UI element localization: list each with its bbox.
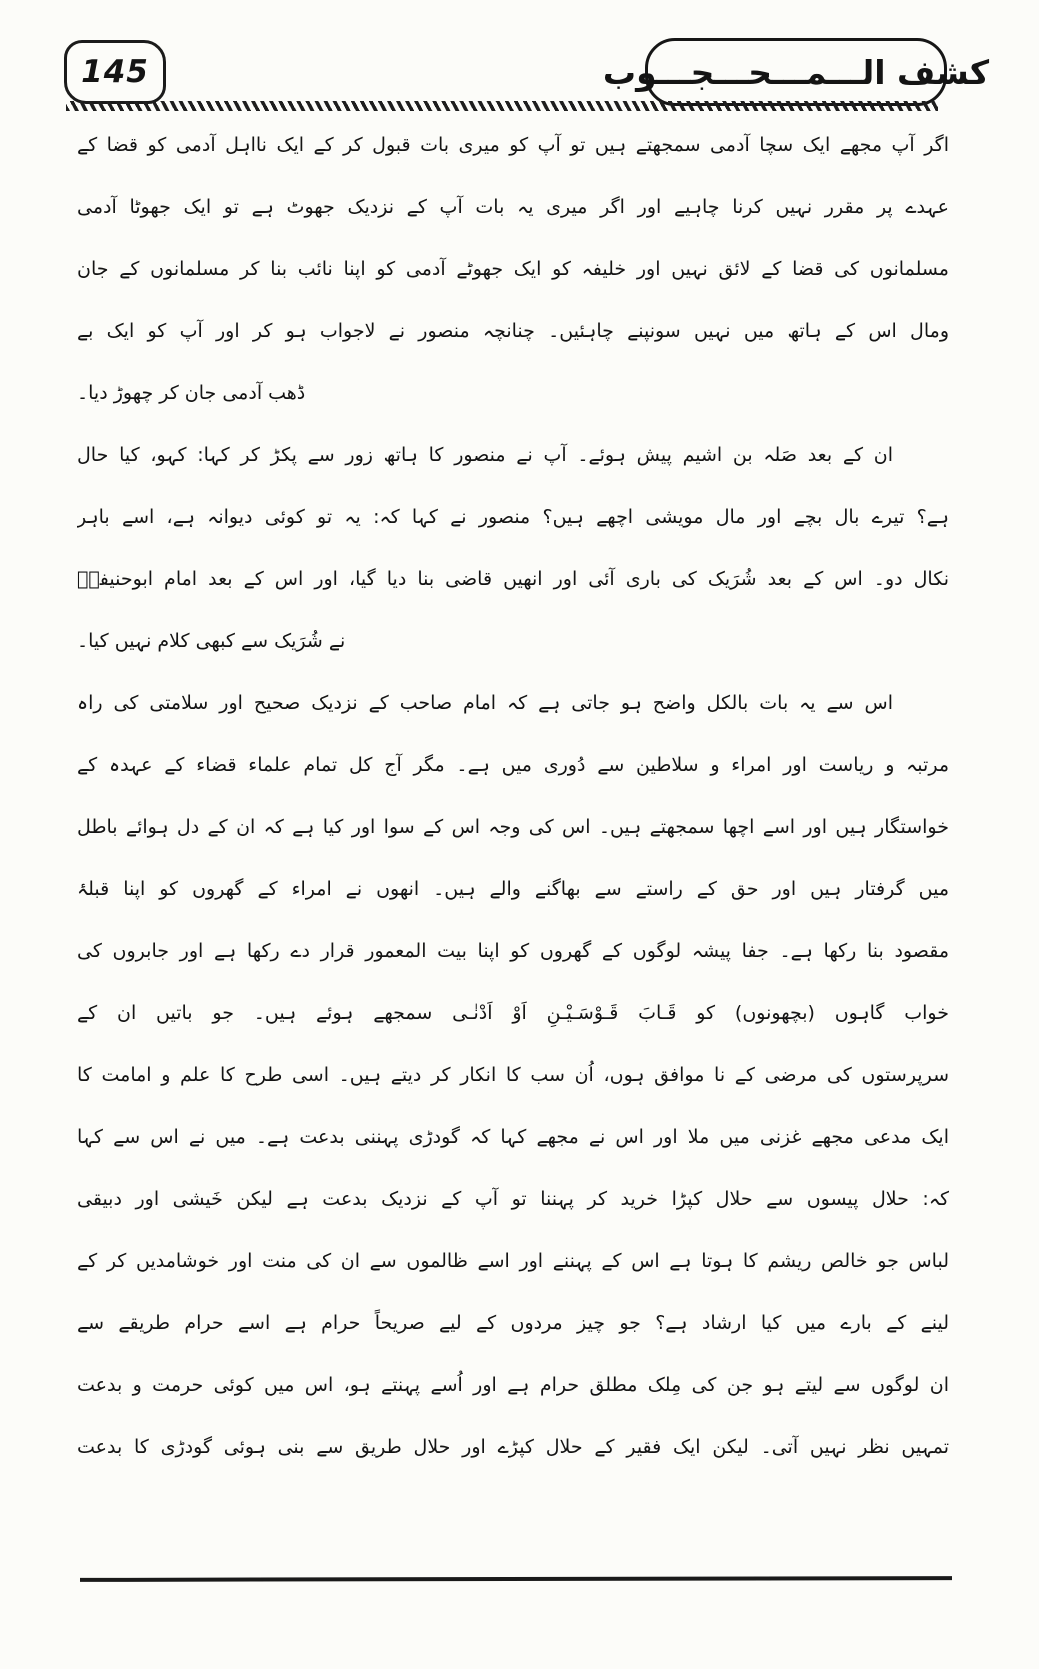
text-line: ڈھب آدمی جان کر چھوڑ دیا۔ [77, 382, 306, 404]
text-line: ان کے بعد صَلہ بن اشیم پیش ہوئے۔ آپ نے منصور کا ہاتھ زور سے پکڑ کر کہا: کہو، کیا حال [77, 444, 893, 466]
text-line: ان لوگوں سے لیتے ہو جن کی مِلک مطلق حرام ہے اور اُسے پہنتے ہو، اس میں کوئی حرمت و بدعت [77, 1374, 949, 1396]
text-line: مسلمانوں کی قضا کے لائق نہیں اور خلیفہ کو ایک جھوٹے آدمی کو اپنا نائب بنا کر مسلمانوں کے جان [77, 258, 949, 280]
text-line: لینے کے بارے میں کیا ارشاد ہے؟ جو چیز مردوں کے لیے صریحاً حرام ہے اسے حرام طریقے سے [77, 1312, 949, 1334]
text-line: سرپرستوں کی مرضی کے نا موافق ہوں، اُن سب کا انکار کر دیتے ہیں۔ اسی طرح کا علم و امامت کا [77, 1064, 949, 1086]
book-title: کشف الـــمـــحـــجـــوب [602, 52, 990, 92]
bottom-rule [80, 1576, 952, 1582]
text-line: کہ: حلال پیسوں سے حلال کپڑا خرید کر پہننا تو آپ کے نزدیک بدعت ہے لیکن خَیشی اور دبیقی [77, 1188, 949, 1210]
page-number-badge [64, 40, 166, 104]
text-line: لباس جو خالص ریشم کا ہوتا ہے اس کے پہننے اور اسے ظالموں سے ان کی منت اور خوشامدیں کر کے [77, 1250, 949, 1272]
text-line: خواب گاہوں (بچھونوں) کو قَـابَ قَـوْسَـیْـنِ اَوْ اَدْنٰـی سمجھے ہوئے ہیں۔ جو باتیں ان کے [77, 1002, 949, 1024]
text-line: ومال اس کے ہاتھ میں نہیں سونپنے چاہئیں۔ چنانچہ منصور نے لاجواب ہو کر اور آپ کو ایک بے [77, 320, 949, 342]
text-line: ایک مدعی مجھے غزنی میں ملا اور اس نے مجھے کہا کہ گودڑی پہننی بدعت ہے۔ میں نے اس سے کہا [77, 1126, 949, 1148]
header-divider [66, 101, 938, 111]
text-line: نے شُرَیک سے کبھی کلام نہیں کیا۔ [77, 630, 346, 652]
text-line: ہے؟ تیرے بال بچے اور مال مویشی اچھے ہیں؟ منصور نے کہا کہ: یہ تو کوئی دیوانہ ہے، اسے باہر [77, 506, 949, 528]
text-line: میں گرفتار ہیں اور حق کے راستے سے بھاگنے والے ہیں۔ انھوں نے امراء کے گھروں کو اپنا قبلۂ [77, 878, 949, 900]
book-title-box [602, 38, 990, 106]
text-block [77, 114, 949, 1478]
text-line: نکال دو۔ اس کے بعد شُرَیک کی باری آئی اور انھیں قاضی بنا دیا گیا، اور اس کے بعد امام ابوحنیفہؒ [77, 568, 949, 590]
text-line: عہدے پر مقرر نہیں کرنا چاہیے اور اگر میری یہ بات آپ کے نزدیک جھوٹ ہے تو ایک جھوٹا آدمی [77, 196, 949, 218]
text-line: اس سے یہ بات بالکل واضح ہو جاتی ہے کہ امام صاحب کے نزدیک صحیح اور سلامتی کی راہ [77, 692, 893, 714]
text-line: مقصود بنا رکھا ہے۔ جفا پیشہ لوگوں کے گھروں کو اپنا بیت المعمور قرار دے رکھا ہے اور جابروں کی [77, 940, 949, 962]
text-line: اگر آپ مجھے ایک سچا آدمی سمجھتے ہیں تو آپ کو میری بات قبول کر کے ایک نااہل آدمی کو قضا کے [77, 134, 949, 156]
text-line: خواستگار ہیں اور اسے اچھا سمجھتے ہیں۔ اس کی وجہ اس کے سوا اور کیا ہے کہ ان کے دل ہوائے باطل [77, 816, 949, 838]
text-line: تمہیں نظر نہیں آتی۔ لیکن ایک فقیر کے حلال کپڑے اور حلال طریق سے بنی ہوئی گودڑی کا بدعت [77, 1436, 949, 1458]
text-line: مرتبہ و ریاست اور امراء و سلاطین سے دُوری میں ہے۔ مگر آج کل تمام علماء قضاء کے عہدہ کے [77, 754, 949, 776]
page-number: 145 [81, 54, 149, 90]
